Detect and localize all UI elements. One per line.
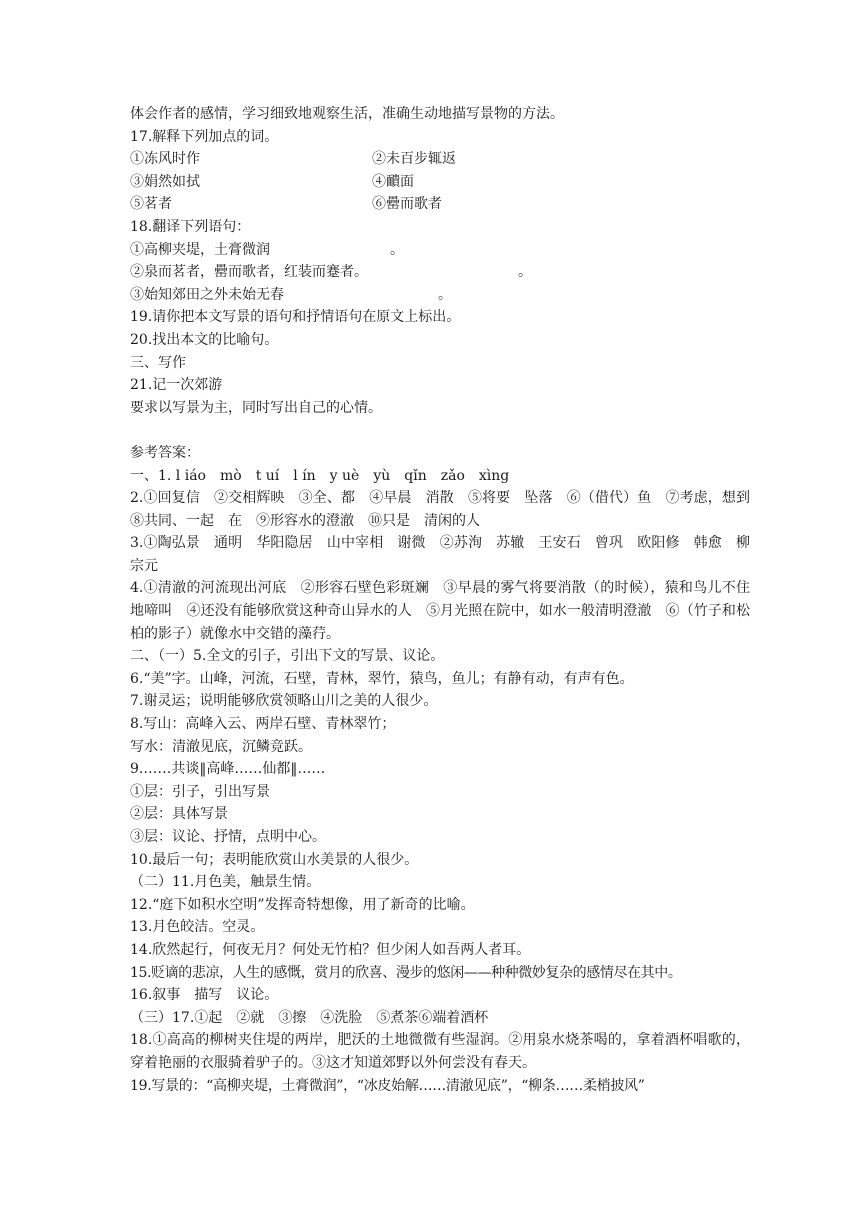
answer-8b: 写水：清澈见底，沉鳞竞跃。 — [130, 738, 312, 755]
q17-item-3: ③娟然如拭 — [130, 173, 200, 190]
q17-row-2 — [130, 171, 750, 194]
answer-13: 13.月色皎洁。空灵。 — [130, 919, 265, 936]
answer-12: 12.“庭下如积水空明”发挥奇特想像，用了新奇的比喻。 — [130, 896, 475, 913]
spacer — [130, 419, 750, 442]
answer-9-layer-3: ③层：议论、抒情，点明中心。 — [130, 829, 326, 845]
answer-3: 3.①陶弘景 通明 华阳隐居 山中宰相 谢微 ②苏洵 苏辙 王安石 曾巩 欧阳修 韩愈 柳宗元 — [130, 535, 750, 574]
q17-item-6: ⑥罍而歌者 — [372, 196, 442, 213]
question-17: 17.解释下列加点的词。 — [130, 128, 279, 145]
answer-14: 14.欣然起行，何夜无月？何处无竹柏？但少闲人如吾两人者耳。 — [130, 941, 531, 958]
q18-item-2-text: ②泉而茗者，罍而歌者，红装而蹇者。 — [130, 264, 368, 281]
q18-item-1 — [130, 239, 750, 262]
q18-item-3-text: ③始知郊田之外未始无春 — [130, 286, 284, 303]
answer-17: （三）17.①起 ②就 ③擦 ④洗脸 ⑤煮茶⑥端着酒杯 — [130, 1009, 489, 1026]
answer-1: 一、1. l iáo mò t uí l ín y uè yù qǐn zǎo xìng — [130, 467, 510, 484]
question-18: 18.翻译下列语句： — [130, 218, 251, 235]
answer-9-layer-1: ①层：引子，引出写景 — [130, 783, 270, 800]
q18-item-1-text: ①高柳夹堤，土膏微润 — [130, 241, 270, 258]
answer-6: 6.“美”字。山峰，河流，石壁，青林，翠竹，猿鸟，鱼儿；有静有动，有声有色。 — [130, 670, 634, 687]
answer-19: 19.写景的：“高柳夹堤，土膏微润”，“冰皮始解……清澈见底”，“柳条……柔梢披风” — [130, 1077, 645, 1094]
document-page — [130, 103, 764, 1097]
q17-item-2: ②未百步辄返 — [372, 151, 456, 168]
answer-10: 10.最后一句；表明能欣赏山水美景的人很少。 — [130, 851, 419, 868]
q18-item-2 — [130, 261, 750, 284]
question-20: 20.找出本文的比喻句。 — [130, 331, 279, 348]
answer-18: 18.①高高的柳树夹住堤的两岸，肥沃的土地微微有些湿润。②用泉水烧茶喝的，拿着酒杯唱歌的，穿着艳丽的衣服骑着驴子的。③这才知道郊野以外何尝没有春天。 — [130, 1032, 750, 1071]
q17-item-1: ①冻风时作 — [130, 151, 200, 168]
answer-5: 二、（一）5.全文的引子，引出下文的写景、议论。 — [130, 648, 445, 665]
question-21-requirement: 要求以写景为主，同时写出自己的心情。 — [130, 399, 382, 416]
answer-9: 9.……共谈‖高峰……仙都‖…… — [130, 761, 326, 778]
q17-row-3 — [130, 193, 750, 216]
q17-row-1 — [130, 148, 750, 171]
answer-15: 15.贬谪的悲凉，人生的感慨，赏月的欣喜、漫步的悠闲——种种微妙复杂的感情尽在其中。 — [130, 964, 682, 981]
answer-7: 7.谢灵运；说明能够欣赏领略山川之美的人很少。 — [130, 693, 438, 710]
period: 。 — [438, 286, 452, 303]
period: 。 — [518, 264, 532, 281]
q17-item-5: ⑤茗者 — [130, 196, 172, 213]
intro-tail: 体会作者的感情，学习细致地观察生活，准确生动地描写景物的方法。 — [130, 106, 564, 122]
answer-16: 16.叙事 描写 议论。 — [130, 987, 279, 1004]
answers-heading: 参考答案： — [130, 444, 200, 461]
answer-2: 2.①回复信 ②交相辉映 ③全、都 ④早晨 消散 ⑤将要 坠落 ⑥（借代）鱼 ⑦考虑，想到 ⑧共同、一起 在 ⑨形容水的澄澈 ⑩只是 清闲的人 — [130, 490, 764, 529]
answer-8a: 8.写山：高峰入云、两岸石壁、青林翠竹； — [130, 716, 396, 733]
q18-item-3 — [130, 284, 750, 307]
answer-4: 4.①清澈的河流现出河底 ②形容石壁色彩斑斓 ③早晨的雾气将要消散（的时候），猿和鸟儿不住地啼叫 ④还没有能够欣赏这种奇山异水的人 ⑤月光照在院中，如水一般清明澄澈 ⑥（竹子和松柏的影子）就像水中交错的藻荇。 — [130, 580, 750, 642]
period: 。 — [390, 241, 404, 258]
question-21: 21.记一次郊游 — [130, 377, 223, 394]
q17-item-4: ④靧面 — [372, 173, 414, 190]
section-3-heading: 三、写作 — [130, 354, 186, 371]
answer-11: （二）11.月色美，触景生情。 — [130, 874, 321, 891]
question-19: 19.请你把本文写景的语句和抒情语句在原文上标出。 — [130, 309, 461, 326]
answer-9-layer-2: ②层：具体写景 — [130, 806, 228, 823]
